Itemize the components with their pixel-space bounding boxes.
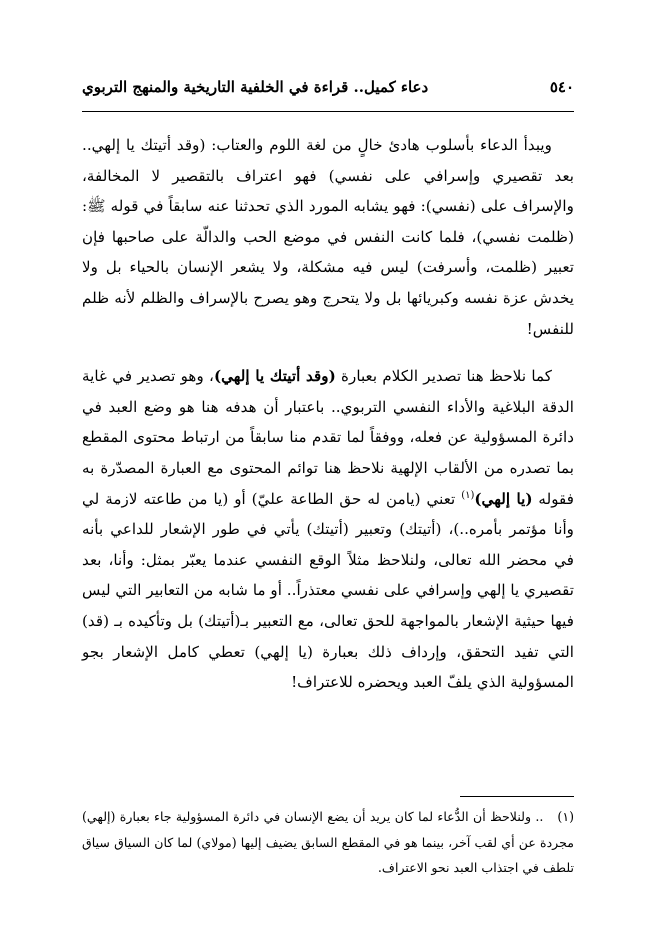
footnote-divider xyxy=(460,796,574,797)
footnote xyxy=(82,804,574,881)
footnote-body xyxy=(82,804,574,881)
paragraph-2-part-3: تعني (يامن له حق الطاعة عليّ) أو (يا من طاعته لازمة لي وأنا مؤتمر بأمره..)، (أتيتك) وتعبير (أتيتك) يأتي في طور الإشعار للداعي بأنه في محضر الله تعالى، ولنلاحظ مثلاً الوقع النفسي عندما يعبّر بمثل: وأنا، بعد تقصيري يا إلهي وإسرافي على نفسي معتذراً.. أو ما شابه من التعابير التي ليس فيها حيثية الإشعار بالمواجهة للحق تعالى، مع التعبير بـ(أتيتك) بل وتأكيده بـ (قد) التي تفيد التحقق، وإرداف ذلك بعبارة (يا إلهي) تعطي كامل الإشعار بجو المسؤولية الذي يلفّ العبد ويحضره للاعتراف! xyxy=(82,489,574,692)
page-number: ٥٤٠ xyxy=(549,78,574,96)
paragraph-2-emphasis-2: (يا إلهي) xyxy=(474,489,533,508)
paragraph-2-part-2: ، وهو تصدير في غاية الدقة البلاغية والأداء النفسي التربوي.. باعتبار أن هدفه هنا هو وضع العبد في دائرة المسؤولية عن فعله، ووفقاً لما تقدم منا سابقاً من ارتباط محتوى المقطع بما تصدره من الألقاب الإلهية نلاحظ هنا توائم المحتوى مع العبارة المصدّرة به فقوله xyxy=(82,367,574,508)
paragraph-2 xyxy=(82,361,574,698)
header-divider xyxy=(82,111,574,112)
main-text xyxy=(82,130,574,698)
running-title: دعاء كميل.. قراءة في الخلفية التاريخية والمنهج التربوي xyxy=(82,78,429,96)
footnote-reference[interactable]: (١) xyxy=(461,489,475,501)
paragraph-1: ويبدأ الدعاء بأسلوب هادئ خالٍ من لغة اللوم والعتاب: (وقد أتيتك يا إلهي.. بعد تقصيري وإسرافي على نفسي) فهو اعتراف بالتقصير لا المخالفة، والإسراف على (نفسي): فهو يشابه المورد الذي تحدثنا عنه سابقاً في قوله ﷺ: (ظلمت نفسي)، فلما كانت النفس في موضع الحب والدالّة على صاحبها فإن تعبير (ظلمت، وأسرفت) ليس فيه مشكلة، ولا يشعر الإنسان بالحياء بل ولا يخدش عزة نفسه وكبريائها بل ولا يتحرج وهو يصرح بالإسراف والظلم لأنه ظلم للنفس! xyxy=(82,136,574,338)
footnote-number: (١) xyxy=(557,809,574,824)
paragraph-2-emphasis: (وقد أتيتك يا إلهي) xyxy=(213,367,336,386)
paragraph-2-part-1: كما نلاحظ هنا تصدير الكلام بعبارة xyxy=(335,367,552,386)
page-header xyxy=(82,70,574,104)
footnote-text: .. ولنلاحظ أن الدُّعاء لما كان يريد أن يضع الإنسان في دائرة المسؤولية جاء بعبارة (إلهي) مجردة عن أي لقب آخر، بينما هو في المقطع السابق يضيف إليها (مولاي) لما كان السياق سياق تلطف في اجتذاب العبد نحو الاعتراف. xyxy=(82,809,574,875)
